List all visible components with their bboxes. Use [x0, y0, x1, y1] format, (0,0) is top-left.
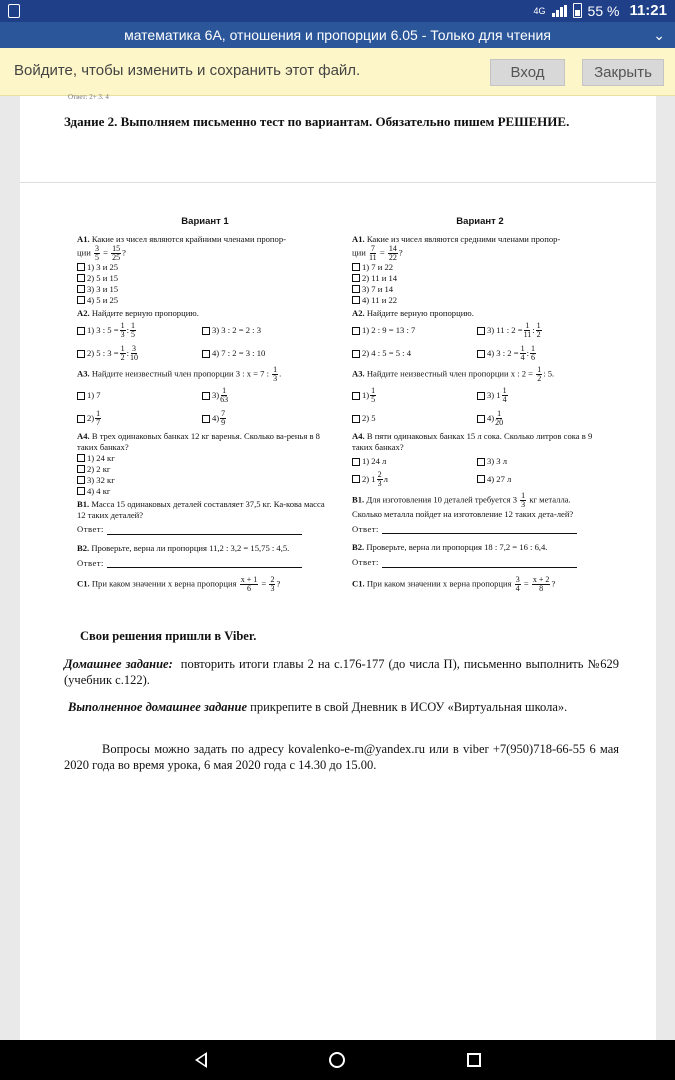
- signal-icon: [552, 5, 567, 17]
- answer-option[interactable]: 3) 7 и 14: [352, 284, 608, 295]
- answer-option[interactable]: 2) $\frac{1}{7}$: [77, 410, 202, 427]
- answer-line[interactable]: Ответ:: [352, 524, 608, 535]
- question-a4: А4. В пяти одинаковых банках 15 л сока. Сколько литров сока в 9 таких банках?: [352, 431, 593, 453]
- checkbox[interactable]: [202, 327, 210, 335]
- answer-option[interactable]: 2) 5 : 3 = $\frac{1}{2}$ : $\frac{3}{10}$: [77, 345, 202, 362]
- question-a3: А3. Найдите неизвестный член пропорции 3 : x = 7 : $\frac{1}{3}$ .: [77, 365, 282, 384]
- answer-option[interactable]: 1) 24 кг: [77, 453, 333, 464]
- answer-option[interactable]: 1) 7 и 22: [352, 262, 608, 273]
- variant-1-title: Вариант 1: [181, 216, 229, 227]
- status-bar: [0, 0, 675, 22]
- network-type: 4G: [533, 5, 546, 16]
- answer-option[interactable]: 4) 11 и 22: [352, 295, 608, 306]
- question-a2: А2. Найдите верную пропорцию.: [77, 307, 199, 318]
- answer-line[interactable]: Ответ:: [77, 524, 333, 535]
- question-a2: А2. Найдите верную пропорцию.: [352, 307, 474, 318]
- answer-option[interactable]: 2) 4 : 5 = 5 : 4: [352, 345, 477, 362]
- done-text: прикрепите в свой Дневник в ИСОУ «Виртуальная школа».: [250, 700, 568, 714]
- question-a3: А3. Найдите неизвестный член пропорции x : 2 = $\frac{1}{2}$ : 5.: [352, 365, 555, 384]
- checkbox[interactable]: [477, 458, 485, 466]
- question-b2: В2. Проверьте, верна ли пропорция 11,2 : 3,2 = 15,75 : 4,5.: [77, 543, 290, 554]
- checkbox[interactable]: [352, 274, 360, 282]
- checkbox[interactable]: [77, 476, 85, 484]
- document-title-bar[interactable]: [0, 22, 675, 48]
- navigation-bar: [0, 1040, 675, 1080]
- answer-option[interactable]: 2) 5 и 15: [77, 273, 333, 284]
- answer-option[interactable]: 4) $\frac{1}{20}$: [477, 410, 602, 427]
- variant-1: [77, 216, 333, 593]
- checkbox[interactable]: [77, 487, 85, 495]
- answer-option[interactable]: 1) 3 : 5 = $\frac{1}{3}$ : $\frac{1}{5}$: [77, 322, 202, 339]
- task-2-heading: Здание 2. Выполняем письменно тест по вариантам. Обязательно пишем РЕШЕНИЕ.: [64, 114, 570, 129]
- checkbox[interactable]: [477, 475, 485, 483]
- homework-text: повторить итоги главы 2 на с.176-177 (до числа П), письменно выполнить №629 (учебник с.122).: [64, 657, 619, 687]
- question-a1: А1. Какие из чисел являются средними членами пропор- ции $\frac{7}{11}$ = $\frac{14}{22}$ ?: [352, 233, 561, 262]
- checkbox[interactable]: [77, 392, 85, 400]
- home-icon[interactable]: [329, 1052, 345, 1068]
- checkbox[interactable]: [77, 296, 85, 304]
- answer-option[interactable]: 2) 2 кг: [77, 464, 333, 475]
- question-c1: С1. При каком значении x верна пропорция $\frac{3}{4}$ = $\frac{x + 2}{8}$ ?: [352, 574, 556, 593]
- variant-2-title: Вариант 2: [456, 216, 504, 227]
- answer-option[interactable]: 1) 2 : 9 = 13 : 7: [352, 322, 477, 339]
- answer-option[interactable]: 3) $\frac{1}{63}$: [202, 387, 327, 404]
- login-button[interactable]: Вход: [490, 59, 565, 86]
- checkbox[interactable]: [202, 392, 210, 400]
- answer-option[interactable]: 4) 7 : 2 = 3 : 10: [202, 345, 327, 362]
- chevron-down-icon[interactable]: ⌄: [653, 27, 665, 43]
- document-page[interactable]: [20, 93, 656, 1040]
- document-title: математика 6А, отношения и пропорции 6.05 - Только для чтения: [124, 27, 551, 43]
- checkbox[interactable]: [352, 296, 360, 304]
- checkbox[interactable]: [77, 415, 85, 423]
- checkbox[interactable]: [477, 392, 485, 400]
- answer-option[interactable]: 2) 1 $\frac{2}{3}$ л: [352, 471, 477, 488]
- answer-option[interactable]: 4) 4 кг: [77, 486, 333, 497]
- answer-option[interactable]: 3) 3 и 15: [77, 284, 333, 295]
- answer-option[interactable]: 3) 3 : 2 = 2 : 3: [202, 322, 327, 339]
- answer-option[interactable]: 1) 3 и 25: [77, 262, 333, 273]
- checkbox[interactable]: [77, 465, 85, 473]
- checkbox[interactable]: [77, 274, 85, 282]
- checkbox[interactable]: [352, 285, 360, 293]
- answer-option[interactable]: 4) 5 и 25: [77, 295, 333, 306]
- question-b1: В1. Для изготовления 10 деталей требуется 3 $\frac{1}{3}$ кг металла. Сколько металла пойдет на изготовление 12 таких дета-лей?: [352, 490, 574, 519]
- checkbox[interactable]: [77, 350, 85, 358]
- homework-paragraph: [64, 657, 619, 688]
- answer-option[interactable]: 3) 1 $\frac{1}{4}$: [477, 387, 602, 404]
- answer-option[interactable]: 4) 3 : 2 = $\frac{1}{4}$ : $\frac{1}{6}$: [477, 345, 602, 362]
- question-b2: В2. Проверьте, верна ли пропорция 18 : 7,2 = 16 : 6,4.: [352, 542, 548, 553]
- checkbox[interactable]: [77, 454, 85, 462]
- checkbox[interactable]: [352, 327, 360, 335]
- notification-icon: [8, 4, 20, 18]
- answer-option[interactable]: 3) 32 кг: [77, 475, 333, 486]
- battery-icon: [573, 3, 582, 18]
- clock: 11:21: [629, 2, 667, 19]
- back-icon[interactable]: [195, 1052, 207, 1068]
- homework-label: Домашнее задание:: [64, 657, 173, 671]
- checkbox[interactable]: [352, 475, 360, 483]
- answer-option[interactable]: 3) 11 : 2 = $\frac{1}{11}$ : $\frac{1}{2}$: [477, 322, 602, 339]
- viber-instruction: Свои решения пришли в Viber.: [80, 629, 257, 643]
- cropped-text: Ответ: 2+ 3. 4: [68, 93, 109, 101]
- checkbox[interactable]: [352, 263, 360, 271]
- done-label: Выполненное домашнее задание: [68, 700, 247, 714]
- checkbox[interactable]: [352, 350, 360, 358]
- page-divider: [20, 182, 656, 183]
- checkbox[interactable]: [477, 327, 485, 335]
- question-c1: С1. При каком значении x верна пропорция $\frac{x + 1}{6}$ = $\frac{2}{3}$ ?: [77, 575, 281, 594]
- question-a4: А4. В трех одинаковых банках 12 кг варенья. Сколько ва-ренья в 8 таких банках?: [77, 431, 320, 453]
- recent-apps-icon[interactable]: [467, 1053, 481, 1067]
- checkbox[interactable]: [477, 415, 485, 423]
- checkbox[interactable]: [77, 327, 85, 335]
- checkbox[interactable]: [77, 285, 85, 293]
- variant-2: [352, 216, 608, 593]
- question-b1: В1. Масса 15 одинаковых деталей составляет 37,5 кг. Ка-кова масса 12 таких деталей?: [77, 498, 325, 520]
- checkbox[interactable]: [352, 415, 360, 423]
- close-button[interactable]: Закрыть: [582, 59, 664, 86]
- answer-option[interactable]: 4) $\frac{7}{9}$: [202, 410, 327, 427]
- answer-option[interactable]: 3) 3 л: [477, 455, 602, 469]
- answer-option[interactable]: 1) $\frac{1}{5}$: [352, 387, 477, 404]
- battery-level: 55 %: [587, 2, 620, 19]
- sign-in-message: Войдите, чтобы изменить и сохранить этот файл.: [14, 62, 361, 79]
- submission-paragraph: [68, 700, 623, 716]
- answer-option[interactable]: 1) 24 л: [352, 455, 477, 469]
- answer-option[interactable]: 2) 5: [352, 410, 477, 427]
- status-right: [534, 2, 667, 19]
- checkbox[interactable]: [202, 350, 210, 358]
- sign-in-message-bar: [0, 48, 675, 96]
- answer-option[interactable]: 2) 11 и 14: [352, 273, 608, 284]
- question-a1: А1. Какие из чисел являются крайними членами пропор- ции $\frac{3}{5}$ = $\frac{15}{25}$ ?: [77, 233, 286, 262]
- answer-option[interactable]: 4) 27 л: [477, 471, 602, 488]
- checkbox[interactable]: [202, 415, 210, 423]
- answer-line[interactable]: Ответ:: [77, 558, 333, 569]
- checkbox[interactable]: [352, 458, 360, 466]
- answer-option[interactable]: 1) 7: [77, 387, 202, 404]
- checkbox[interactable]: [352, 392, 360, 400]
- checkbox[interactable]: [77, 263, 85, 271]
- answer-line[interactable]: Ответ:: [352, 557, 608, 568]
- checkbox[interactable]: [477, 350, 485, 358]
- questions-paragraph: Вопросы можно задать по адресу kovalenko-e-m@yandex.ru или в viber +7(950)718-66-55 6 мая 2020 года во время урока, 6 мая 2020 года с 14.30 до 15.00.: [64, 742, 619, 772]
